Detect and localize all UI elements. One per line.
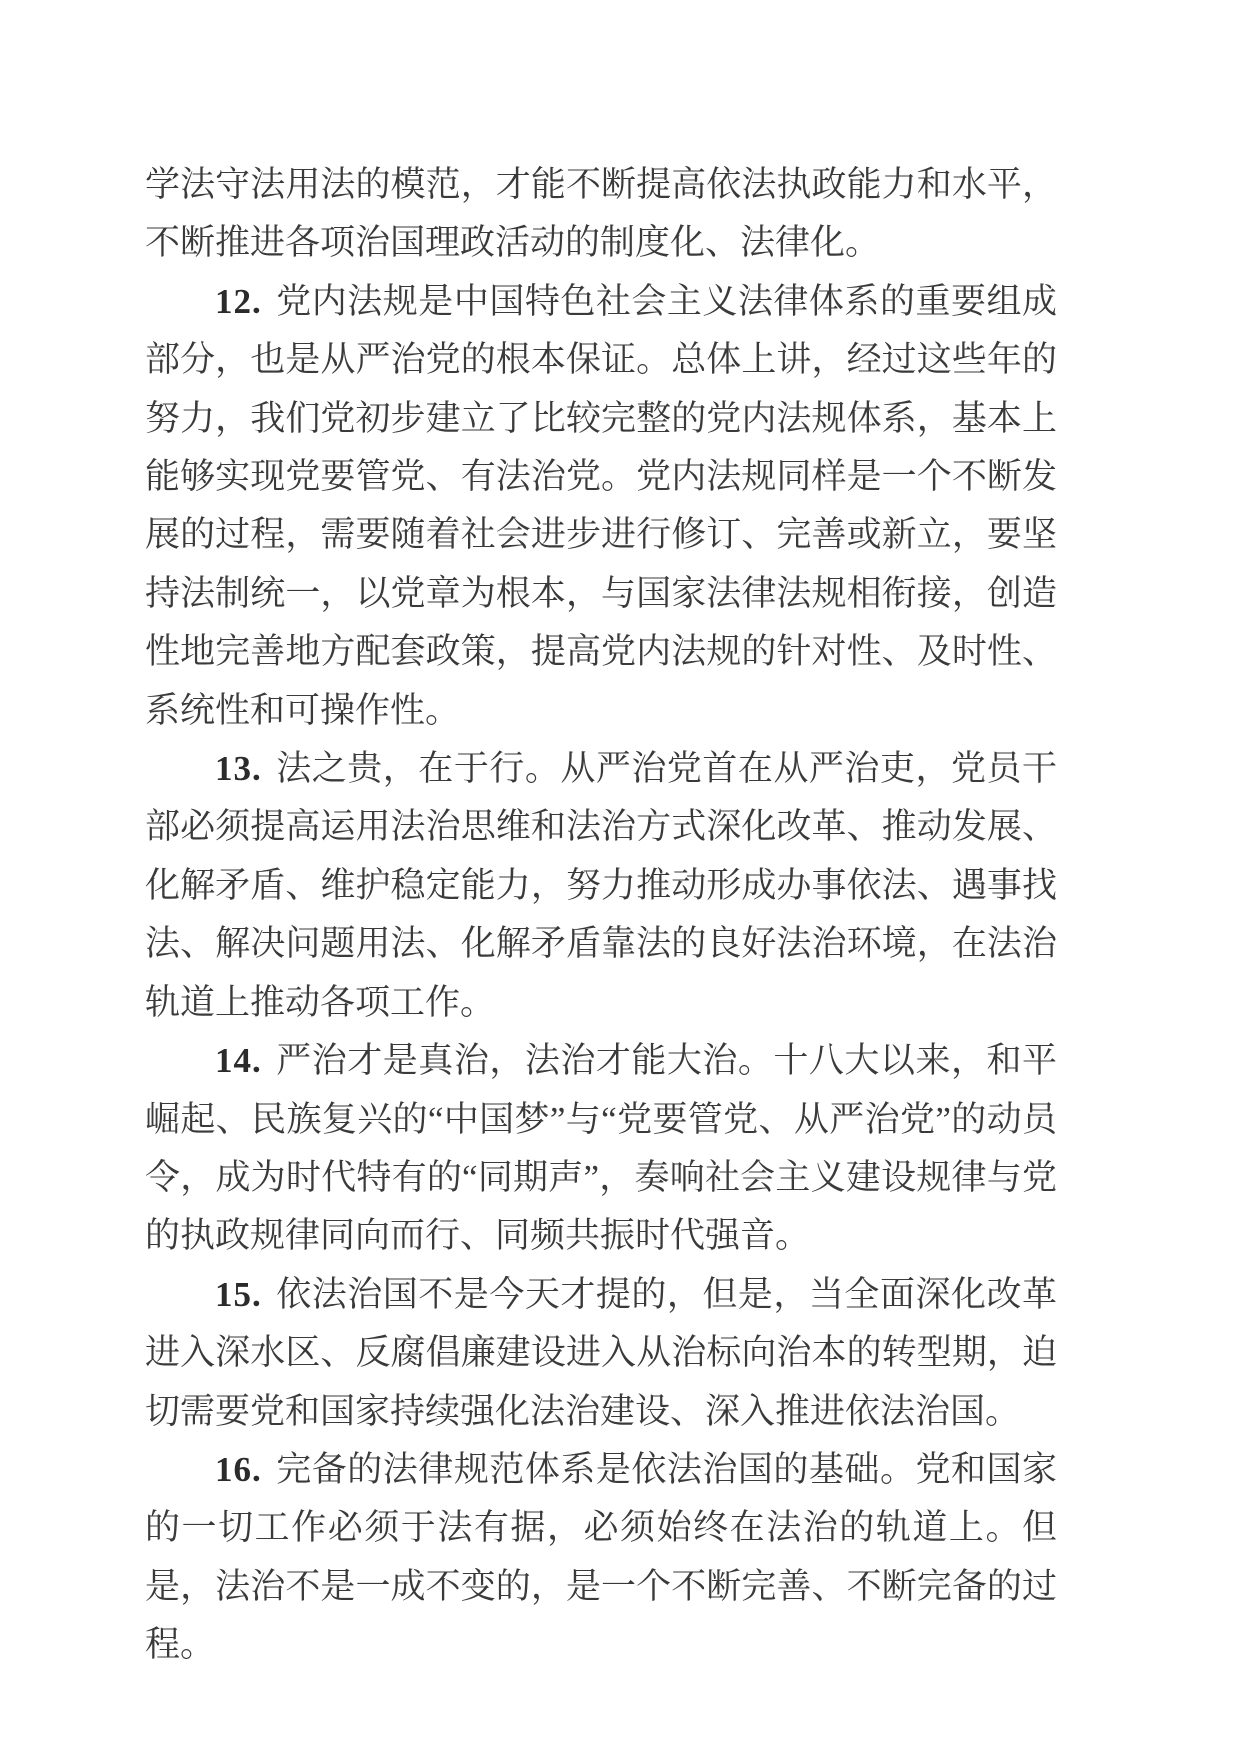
paragraph-text: 党内法规是中国特色社会主义法律体系的重要组成部分，也是从严治党的根本保证。总体上讲，经过这些年的努力，我们党初步建立了比较完整的党内法规体系，基本上能够实现党要管党、有法治党。党内法规同样是一个不断发展的过程，需要随着社会进步进行修订、完善或新立，要坚持法制统一，以党章为根本，与国家法律法规相衔接，创造性地完善地方配套政策，提高党内法规的针对性、及时性、系统性和可操作性。 [145, 281, 1057, 730]
paragraph-number: 12. [215, 281, 262, 321]
paragraph [145, 156, 1057, 273]
paragraph [145, 273, 1057, 740]
paragraph [145, 1032, 1057, 1266]
paragraph [145, 740, 1057, 1032]
paragraph-text: 学法守法用法的模范，才能不断提高依法执政能力和水平，不断推进各项治国理政活动的制度化、法律化。 [145, 165, 1057, 263]
paragraph-number: 15. [215, 1274, 262, 1314]
document-body [145, 156, 1057, 1675]
paragraph-text: 依法治国不是今天才提的，但是，当全面深化改革进入深水区、反腐倡廉建设进入从治标向治本的转型期，迫切需要党和国家持续强化法治建设、深入推进依法治国。 [145, 1274, 1057, 1431]
paragraph [145, 1266, 1057, 1441]
paragraph-number: 13. [215, 749, 262, 789]
paragraph [145, 1441, 1057, 1675]
paragraph-text: 严治才是真治，法治才能大治。十八大以来，和平崛起、民族复兴的“中国梦”与“党要管党、从严治党”的动员令，成为时代特有的“同期声”，奏响社会主义建设规律与党的执政规律同向而行、同频共振时代强音。 [145, 1041, 1057, 1256]
paragraph-number: 16. [215, 1449, 262, 1489]
paragraph-text: 完备的法律规范体系是依法治国的基础。党和国家的一切工作必须于法有据，必须始终在法治的轨道上。但是，法治不是一成不变的，是一个不断完善、不断完备的过程。 [145, 1449, 1057, 1665]
paragraph-number: 14. [215, 1041, 262, 1081]
paragraph-text: 法之贵，在于行。从严治党首在从严治吏，党员干部必须提高运用法治思维和法治方式深化改革、推动发展、化解矛盾、维护稳定能力，努力推动形成办事依法、遇事找法、解决问题用法、化解矛盾靠法的良好法治环境，在法治轨道上推动各项工作。 [145, 749, 1057, 1022]
